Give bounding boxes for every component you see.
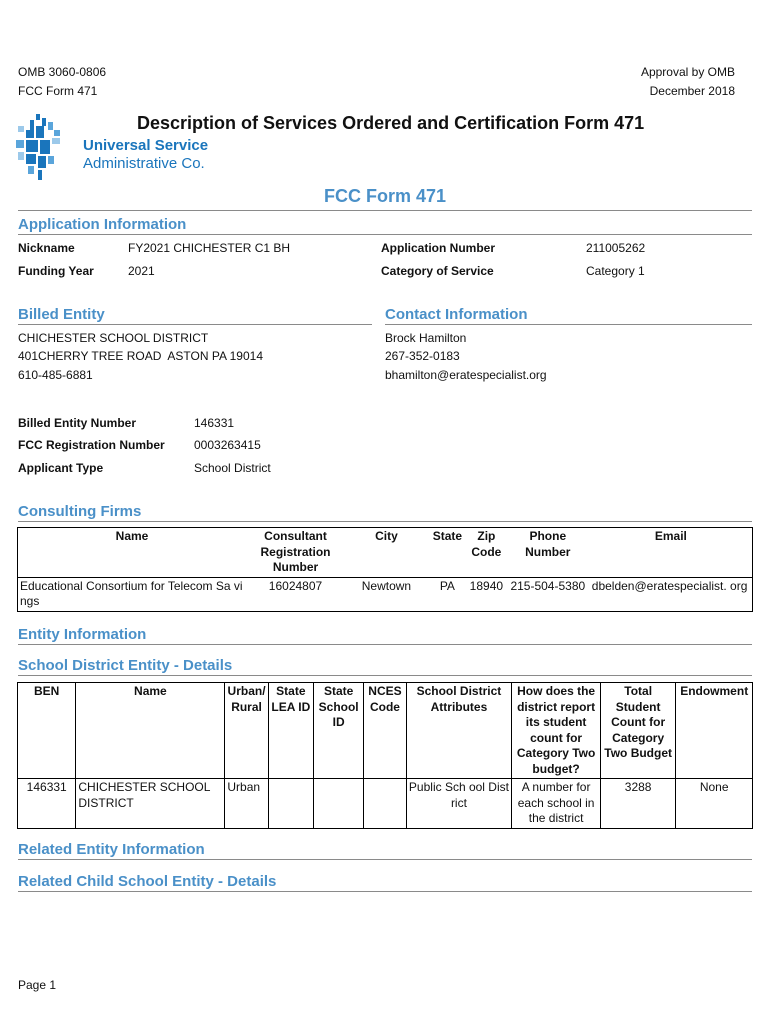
col-header-nces-code: NCES Code bbox=[364, 683, 406, 779]
consultant-registration: 16024807 bbox=[246, 577, 345, 611]
col-header-email: Email bbox=[590, 528, 753, 578]
divider bbox=[18, 521, 752, 522]
page-number: Page 1 bbox=[18, 978, 57, 992]
table-header-row bbox=[18, 528, 753, 578]
entity-name: CHICHESTER SCHOOL DISTRICT bbox=[76, 779, 225, 829]
contact-name: Brock Hamilton bbox=[385, 331, 467, 345]
nickname-label: Nickname bbox=[18, 241, 75, 255]
billed-entity-address: 401CHERRY TREE ROAD ASTON PA 19014 bbox=[18, 349, 264, 363]
school-district-heading: School District Entity - Details bbox=[18, 657, 233, 674]
contact-heading: Contact Information bbox=[385, 306, 528, 323]
ben-value: 146331 bbox=[194, 416, 235, 430]
billed-entity-phone: 610-485-6881 bbox=[18, 368, 93, 382]
col-header-registration: Consultant Registration Number bbox=[246, 528, 345, 578]
consultant-email[interactable]: dbelden@eratespecialist. org bbox=[590, 577, 753, 611]
col-header-state: State bbox=[428, 528, 467, 578]
entity-endowment: None bbox=[676, 779, 753, 829]
related-entity-heading: Related Entity Information bbox=[18, 841, 205, 858]
logo-name: Universal Service bbox=[83, 137, 209, 154]
table-row bbox=[18, 779, 753, 829]
consultant-state: PA bbox=[428, 577, 467, 611]
funding-year-label: Funding Year bbox=[18, 264, 94, 278]
consultant-phone: 215-504-5380 bbox=[506, 577, 590, 611]
nickname-value: FY2021 CHICHESTER C1 BH bbox=[128, 241, 291, 255]
category-value: Category 1 bbox=[586, 264, 645, 278]
billed-entity-heading: Billed Entity bbox=[18, 306, 105, 323]
app-number-label: Application Number bbox=[381, 241, 496, 255]
divider bbox=[18, 675, 752, 676]
fcc-reg-value: 0003263415 bbox=[194, 438, 261, 452]
billed-entity-name: CHICHESTER SCHOOL DISTRICT bbox=[18, 331, 209, 345]
consulting-heading: Consulting Firms bbox=[18, 503, 142, 520]
col-header-state-school-id: State School ID bbox=[313, 683, 363, 779]
entity-state-lea-id bbox=[268, 779, 313, 829]
entity-ben: 146331 bbox=[18, 779, 76, 829]
logo-subname: Administrative Co. bbox=[83, 155, 205, 172]
applicant-type-label: Applicant Type bbox=[18, 461, 104, 475]
divider bbox=[18, 324, 372, 325]
col-header-phone: Phone Number bbox=[506, 528, 590, 578]
applicant-type-value: School District bbox=[194, 461, 271, 475]
entity-attributes: Public Sch ool District bbox=[406, 779, 512, 829]
fcc-reg-label: FCC Registration Number bbox=[18, 438, 165, 452]
funding-year-value: 2021 bbox=[128, 264, 155, 278]
ben-label: Billed Entity Number bbox=[18, 416, 137, 430]
entity-state-school-id bbox=[313, 779, 363, 829]
category-label: Category of Service bbox=[381, 264, 494, 278]
entity-student-count: 3288 bbox=[600, 779, 676, 829]
consultant-zip: 18940 bbox=[467, 577, 506, 611]
col-header-name: Name bbox=[76, 683, 225, 779]
divider bbox=[18, 859, 752, 860]
table-row bbox=[18, 577, 753, 611]
app-number-value: 211005262 bbox=[586, 241, 646, 255]
entity-nces-code bbox=[364, 779, 406, 829]
contact-phone: 267-352-0183 bbox=[385, 349, 460, 363]
application-heading: Application Information bbox=[18, 216, 187, 233]
related-child-heading: Related Child School Entity - Details bbox=[18, 873, 277, 890]
col-header-endowment: Endowment bbox=[676, 683, 753, 779]
divider bbox=[18, 210, 752, 211]
col-header-city: City bbox=[345, 528, 428, 578]
col-header-student-count: Total Student Count for Category Two Budget bbox=[600, 683, 676, 779]
table-header-row bbox=[18, 683, 753, 779]
divider bbox=[18, 891, 752, 892]
entity-urban-rural: Urban bbox=[225, 779, 268, 829]
divider bbox=[18, 644, 752, 645]
consulting-table bbox=[17, 527, 753, 612]
col-header-urban-rural: Urban/ Rural bbox=[225, 683, 268, 779]
form-number: FCC Form 471 bbox=[18, 84, 98, 98]
col-header-attributes: School District Attributes bbox=[406, 683, 512, 779]
usac-logo-icon bbox=[14, 112, 74, 184]
entity-table bbox=[17, 682, 753, 829]
contact-email[interactable]: bhamilton@eratespecialist.org bbox=[385, 368, 547, 382]
col-header-report-method: How does the district report its student count for Category Two budget? bbox=[512, 683, 601, 779]
col-header-zip: Zip Code bbox=[467, 528, 506, 578]
entity-heading: Entity Information bbox=[18, 626, 147, 643]
approval-text: Approval by OMB bbox=[640, 65, 735, 79]
consultant-name: Educational Consortium for Telecom Sa vings bbox=[18, 577, 247, 611]
omb-number: OMB 3060-0806 bbox=[18, 65, 107, 79]
form-subtitle: FCC Form 471 bbox=[323, 186, 447, 206]
col-header-ben: BEN bbox=[18, 683, 76, 779]
approval-date: December 2018 bbox=[649, 84, 735, 98]
page-title: Description of Services Ordered and Certification Form 471 bbox=[137, 113, 645, 133]
col-header-name: Name bbox=[18, 528, 247, 578]
entity-report-method: A number for each school in the district bbox=[512, 779, 601, 829]
divider bbox=[385, 324, 752, 325]
col-header-state-lea-id: State LEA ID bbox=[268, 683, 313, 779]
divider bbox=[18, 234, 752, 235]
consultant-city: Newtown bbox=[345, 577, 428, 611]
